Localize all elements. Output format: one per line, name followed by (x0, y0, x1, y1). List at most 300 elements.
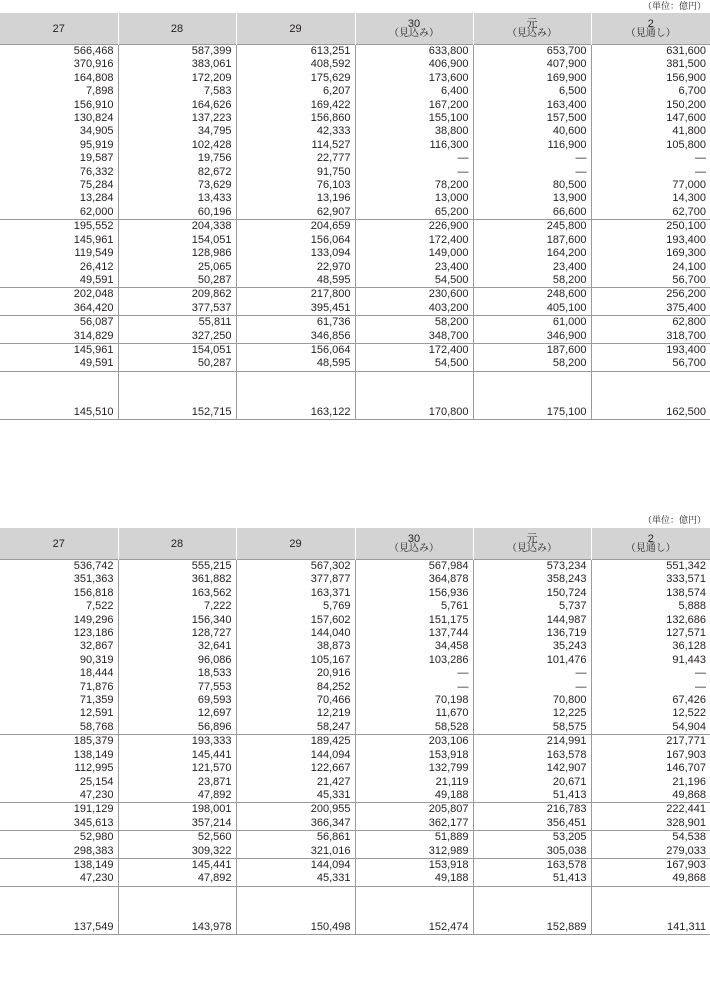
table-cell: 147,600 (591, 112, 710, 125)
table-cell: 156,910 (73, 98, 114, 111)
table-cell: 52,980 (0, 831, 118, 845)
table-cell: 187,600 (473, 343, 591, 357)
table-row (0, 694, 710, 707)
table-row (0, 274, 710, 288)
table-cell: 18,444 (79, 667, 114, 680)
table-row (0, 288, 710, 302)
table-cell: 167,903 (591, 749, 710, 762)
table-cell: 328,901 (591, 817, 710, 831)
table-cell: 144,094 (236, 749, 355, 762)
table-row (0, 640, 710, 653)
column-header-label: 29 (289, 22, 302, 35)
table-cell: 204,338 (118, 220, 236, 234)
table-row (0, 112, 710, 125)
table-cell: 38,873 (236, 640, 355, 653)
table-cell: 77,000 (591, 179, 710, 192)
table-cell: 156,936 (355, 587, 473, 600)
table-cell: 56,861 (236, 831, 355, 845)
table-cell: 150,200 (591, 99, 710, 112)
table-cell: 12,219 (236, 707, 355, 720)
table-cell: 62,800 (591, 316, 710, 330)
table-cell: 5,888 (591, 600, 710, 613)
table-cell: 173,600 (355, 72, 473, 85)
table-row (0, 789, 710, 803)
table-row (0, 735, 710, 749)
table-cell: 567,984 (355, 560, 473, 574)
table-cell: 145,961 (0, 343, 118, 357)
table-cell: 141,311 (591, 886, 710, 934)
table-cell: 61,000 (473, 316, 591, 330)
table-cell: — (473, 166, 591, 179)
table-row (0, 220, 710, 234)
table-cell: 101,476 (473, 654, 591, 667)
table-cell: 536,742 (0, 560, 118, 574)
table-cell: 152,715 (118, 371, 236, 419)
table-cell: 214,991 (473, 735, 591, 749)
column-header-sublabel: （見込み） (389, 542, 439, 554)
column-header-label: 27 (52, 537, 65, 550)
table-cell: 358,243 (473, 573, 591, 586)
column-header-label: 30 (407, 17, 421, 30)
table-cell: 377,537 (118, 302, 236, 316)
table-cell: 34,458 (355, 640, 473, 653)
table-cell: 76,332 (79, 165, 114, 178)
table-cell: — (355, 166, 473, 179)
table-cell: 13,196 (236, 192, 355, 205)
table-cell: 145,441 (118, 749, 236, 762)
table-cell: 305,038 (473, 845, 591, 859)
column-header (0, 13, 118, 45)
table-cell: 149,296 (73, 613, 114, 626)
table-cell: 587,399 (118, 45, 236, 59)
table-cell: 155,100 (355, 112, 473, 125)
table-row (0, 152, 710, 165)
table-row (0, 831, 710, 845)
table-cell: 40,600 (473, 125, 591, 138)
table-cell: 193,400 (591, 343, 710, 357)
table-cell: 321,016 (236, 845, 355, 859)
table-cell: 47,892 (118, 872, 236, 886)
table-cell: 142,907 (473, 762, 591, 775)
table-cell: 217,800 (236, 288, 355, 302)
table-row (0, 707, 710, 720)
table-cell: 633,800 (355, 45, 473, 59)
table-cell: 193,333 (118, 735, 236, 749)
table-cell: 96,086 (118, 654, 236, 667)
table-header-row (0, 13, 710, 45)
table-cell: 116,300 (355, 139, 473, 152)
table-cell: 12,697 (118, 707, 236, 720)
table-cell: 216,783 (473, 803, 591, 817)
table-row (0, 125, 710, 138)
table-row (0, 85, 710, 98)
table-row (0, 817, 710, 831)
table-cell: 132,686 (591, 614, 710, 627)
table-cell: 145,510 (0, 371, 118, 419)
table-cell: 34,905 (79, 125, 114, 138)
table-cell: 156,900 (591, 72, 710, 85)
table-cell: 169,900 (473, 72, 591, 85)
table-cell: 103,286 (355, 654, 473, 667)
table-cell: 198,001 (118, 803, 236, 817)
table-cell: 144,040 (236, 627, 355, 640)
table-cell: 69,593 (118, 694, 236, 707)
table-cell: 66,600 (473, 206, 591, 220)
table-row (0, 667, 710, 680)
table-cell: 356,451 (473, 817, 591, 831)
table-cell: — (473, 152, 591, 165)
table-cell: 35,243 (473, 640, 591, 653)
table-cell: 138,574 (591, 587, 710, 600)
table-cell: 71,876 (79, 680, 114, 693)
table-cell: — (591, 152, 710, 165)
table-cell: 150,724 (473, 587, 591, 600)
table-row (0, 179, 710, 192)
table-cell: 58,200 (473, 274, 591, 288)
table-cell: 163,122 (236, 371, 355, 419)
table-cell: 50,287 (118, 357, 236, 371)
table-cell: 364,878 (355, 573, 473, 586)
table-cell: 164,626 (118, 99, 236, 112)
table-cell: 163,578 (473, 858, 591, 872)
table-cell: 5,769 (236, 600, 355, 613)
table-cell: 137,744 (355, 627, 473, 640)
table-cell: 22,970 (236, 261, 355, 274)
table-cell: 156,860 (236, 112, 355, 125)
table-cell: 21,427 (236, 776, 355, 789)
table-cell: 157,602 (236, 614, 355, 627)
table-cell: 172,209 (118, 72, 236, 85)
table-cell: 138,149 (73, 748, 114, 761)
table-cell: 298,383 (73, 844, 114, 857)
table-cell: 128,727 (118, 627, 236, 640)
column-header-label: 27 (52, 22, 65, 35)
table-cell: 169,300 (591, 247, 710, 260)
table-row (0, 206, 710, 220)
table-cell: 50,287 (118, 274, 236, 288)
table-cell: 631,600 (591, 45, 710, 59)
table-cell: 47,892 (118, 789, 236, 803)
table-cell: 279,033 (591, 845, 710, 859)
table-cell: 78,200 (355, 179, 473, 192)
column-header (473, 13, 591, 45)
table-row (0, 654, 710, 667)
column-header-label: 28 (170, 22, 184, 35)
table-cell: 45,331 (236, 789, 355, 803)
table-cell: 162,500 (591, 371, 710, 419)
table-cell: 346,856 (236, 330, 355, 344)
table-cell: 56,896 (118, 721, 236, 735)
table-cell: 49,868 (591, 789, 710, 803)
table-cell: 567,302 (236, 560, 355, 574)
table-row (0, 261, 710, 274)
table-row (0, 587, 710, 600)
table-cell: 163,562 (118, 587, 236, 600)
table-row (0, 776, 710, 789)
column-header (236, 13, 355, 45)
table-cell: 49,188 (355, 789, 473, 803)
table-cell: 133,094 (236, 247, 355, 260)
table-cell: 58,247 (236, 721, 355, 735)
table-cell: 54,904 (591, 721, 710, 735)
table-row (0, 886, 710, 934)
table-cell: 51,413 (473, 872, 591, 886)
table-row (0, 803, 710, 817)
table-row (0, 749, 710, 762)
column-header-label: 29 (289, 537, 302, 550)
table-cell: 154,051 (118, 343, 236, 357)
table-cell: 144,987 (473, 614, 591, 627)
column-header (236, 528, 355, 560)
table-row (0, 72, 710, 85)
table-cell: 67,426 (591, 694, 710, 707)
table-cell: 345,613 (73, 816, 114, 829)
table-cell: 193,400 (591, 234, 710, 247)
table-cell: 153,918 (355, 858, 473, 872)
table-cell: 5,761 (355, 600, 473, 613)
table-row (0, 371, 710, 419)
table-cell: 65,200 (355, 206, 473, 220)
table-cell: 114,527 (236, 139, 355, 152)
table-cell: 164,200 (473, 247, 591, 260)
table-cell: 84,252 (236, 681, 355, 694)
table-cell: 58,200 (473, 357, 591, 371)
table-cell: 23,400 (355, 261, 473, 274)
table-cell: — (355, 152, 473, 165)
column-header-sublabel: （見通し） (625, 27, 676, 39)
table-cell: 200,955 (236, 803, 355, 817)
table-cell: 123,186 (73, 627, 114, 640)
table-cell: 364,420 (73, 301, 114, 314)
table-cell: 34,795 (118, 125, 236, 138)
column-header (118, 13, 236, 45)
table-cell: 49,188 (355, 872, 473, 886)
table-row (0, 45, 710, 59)
table-cell: 132,799 (355, 762, 473, 775)
table-cell: 20,916 (236, 667, 355, 680)
table-cell: 136,719 (473, 627, 591, 640)
table-cell: 112,995 (74, 762, 114, 775)
table-cell: 653,700 (473, 45, 591, 59)
table-cell: 377,877 (236, 573, 355, 586)
table-cell: 156,064 (236, 343, 355, 357)
table-cell: 312,989 (355, 845, 473, 859)
table-cell: 375,400 (591, 302, 710, 316)
unit-label-1: （単位：億円） (642, 1, 706, 11)
column-header-sublabel: （見込み） (389, 27, 439, 39)
table-cell: 48,595 (236, 274, 355, 288)
table-cell: 169,422 (236, 99, 355, 112)
table-cell: 149,000 (355, 247, 473, 260)
table-cell: 613,251 (236, 45, 355, 59)
table-cell: 18,533 (118, 667, 236, 680)
table-cell: 70,198 (355, 694, 473, 707)
table-cell: 55,811 (118, 316, 236, 330)
table-cell: 405,100 (473, 302, 591, 316)
column-header (0, 528, 118, 560)
table-cell: 61,736 (236, 316, 355, 330)
table-cell: 90,319 (79, 653, 114, 666)
table-cell: 48,595 (236, 357, 355, 371)
table-row (0, 600, 710, 613)
table-cell: 58,528 (355, 721, 473, 735)
table-cell: 167,903 (591, 858, 710, 872)
column-header (591, 13, 710, 45)
table-cell: 128,986 (118, 247, 236, 260)
data-table-1 (0, 13, 710, 420)
table-row (0, 762, 710, 775)
table-cell: 13,000 (355, 192, 473, 205)
table-cell: 309,322 (118, 845, 236, 859)
table-cell: 153,918 (355, 749, 473, 762)
table-cell: 144,094 (236, 858, 355, 872)
table-cell: 145,441 (118, 858, 236, 872)
table-cell: 346,900 (473, 330, 591, 344)
table-cell: 172,400 (355, 343, 473, 357)
table-cell: 138,149 (0, 858, 118, 872)
table-cell: 7,522 (85, 600, 114, 613)
table-cell: 23,400 (473, 261, 591, 274)
table-cell: 150,498 (236, 886, 355, 934)
table-cell: 12,225 (473, 707, 591, 720)
table-cell: 19,756 (118, 152, 236, 165)
table-cell: 327,250 (118, 330, 236, 344)
table-cell: 52,560 (118, 831, 236, 845)
table-cell: 24,100 (591, 261, 710, 274)
table-row (0, 343, 710, 357)
table-cell: 362,177 (355, 817, 473, 831)
table-cell: 152,889 (473, 886, 591, 934)
table-cell: 53,205 (473, 831, 591, 845)
table-row (0, 858, 710, 872)
table-cell: 566,468 (0, 45, 118, 59)
table-cell: 195,552 (0, 220, 118, 234)
table-row (0, 560, 710, 574)
table-cell: 146,707 (591, 762, 710, 775)
table-cell: 70,466 (236, 694, 355, 707)
table-cell: 175,629 (236, 72, 355, 85)
table-cell: 38,800 (355, 125, 473, 138)
table-cell: 70,800 (473, 694, 591, 707)
table-cell: 47,230 (79, 872, 114, 885)
table-cell: 49,868 (591, 872, 710, 886)
table-row (0, 614, 710, 627)
table-cell: 76,103 (236, 179, 355, 192)
table-row (0, 573, 710, 586)
table-cell: 11,670 (355, 707, 473, 720)
table-cell: 151,175 (355, 614, 473, 627)
table-cell: 205,807 (355, 803, 473, 817)
table-row (0, 627, 710, 640)
table-cell: 383,061 (118, 58, 236, 71)
table-cell: 12,522 (591, 707, 710, 720)
table-cell: 551,342 (591, 560, 710, 574)
column-header (473, 528, 591, 560)
table-cell: 54,500 (355, 357, 473, 371)
table-cell: 12,591 (79, 707, 114, 720)
table-cell: 91,443 (591, 654, 710, 667)
table-cell: 370,916 (73, 58, 114, 71)
table-cell: 7,583 (118, 85, 236, 98)
table-cell: 7,222 (118, 600, 236, 613)
table-cell: — (355, 667, 473, 680)
table-cell: 152,474 (355, 886, 473, 934)
table-cell: 45,331 (236, 872, 355, 886)
table-cell: 47,230 (79, 788, 114, 801)
table-cell: 20,671 (473, 776, 591, 789)
table-cell: 5,737 (473, 600, 591, 613)
table-cell: 163,578 (473, 749, 591, 762)
column-header (118, 528, 236, 560)
table-cell: 116,900 (473, 139, 591, 152)
column-header (591, 528, 710, 560)
table-cell: 163,400 (473, 99, 591, 112)
table-cell: 318,700 (591, 330, 710, 344)
table-cell: 333,571 (591, 573, 710, 586)
table-cell: 573,234 (473, 560, 591, 574)
table-cell: 71,359 (79, 694, 114, 707)
table-cell: — (591, 166, 710, 179)
table-cell: 36,128 (591, 640, 710, 653)
table-cell: 163,371 (236, 587, 355, 600)
table-cell: 77,553 (118, 681, 236, 694)
table-cell: 314,829 (73, 329, 114, 342)
table-cell: 51,889 (355, 831, 473, 845)
column-header (355, 528, 473, 560)
table-cell: 381,500 (591, 58, 710, 71)
table-cell: 58,768 (79, 720, 114, 733)
unit-label-2: （単位：億円） (642, 515, 706, 525)
table-cell: 185,379 (0, 735, 118, 749)
table-cell: 145,961 (73, 233, 114, 246)
table-cell: 26,412 (79, 260, 114, 273)
table-row (0, 166, 710, 179)
table-cell: 366,347 (236, 817, 355, 831)
table-cell: 58,200 (355, 316, 473, 330)
table-cell: 226,900 (355, 220, 473, 234)
column-header-label: 元 (526, 532, 538, 545)
table-cell: 245,800 (473, 220, 591, 234)
table-cell: 105,800 (591, 139, 710, 152)
table-row (0, 192, 710, 205)
table-cell: 25,065 (118, 261, 236, 274)
table-cell: 407,900 (473, 58, 591, 71)
table-cell: — (591, 667, 710, 680)
table-cell: 58,575 (473, 721, 591, 735)
table-cell: 403,200 (355, 302, 473, 316)
table-cell: 191,129 (0, 803, 118, 817)
table-cell: 156,064 (236, 234, 355, 247)
table-cell: 217,771 (591, 735, 710, 749)
table-row (0, 330, 710, 344)
table-cell: 361,882 (118, 573, 236, 586)
table-cell: 62,000 (79, 205, 114, 218)
table-cell: 49,591 (79, 273, 114, 286)
table-cell: 95,919 (79, 138, 114, 151)
table-cell: 49,591 (79, 357, 114, 370)
table-row (0, 721, 710, 735)
column-header-sublabel: （見通し） (625, 542, 676, 554)
column-header-label: 2 (647, 17, 654, 30)
table-cell: 56,700 (591, 357, 710, 371)
table-cell: 54,500 (355, 274, 473, 288)
table-row (0, 316, 710, 330)
table-cell: 56,700 (591, 274, 710, 288)
table-cell: 51,413 (473, 789, 591, 803)
table-cell: 105,167 (236, 654, 355, 667)
column-header-sublabel: （見込み） (507, 27, 557, 39)
table-cell: 248,600 (473, 288, 591, 302)
